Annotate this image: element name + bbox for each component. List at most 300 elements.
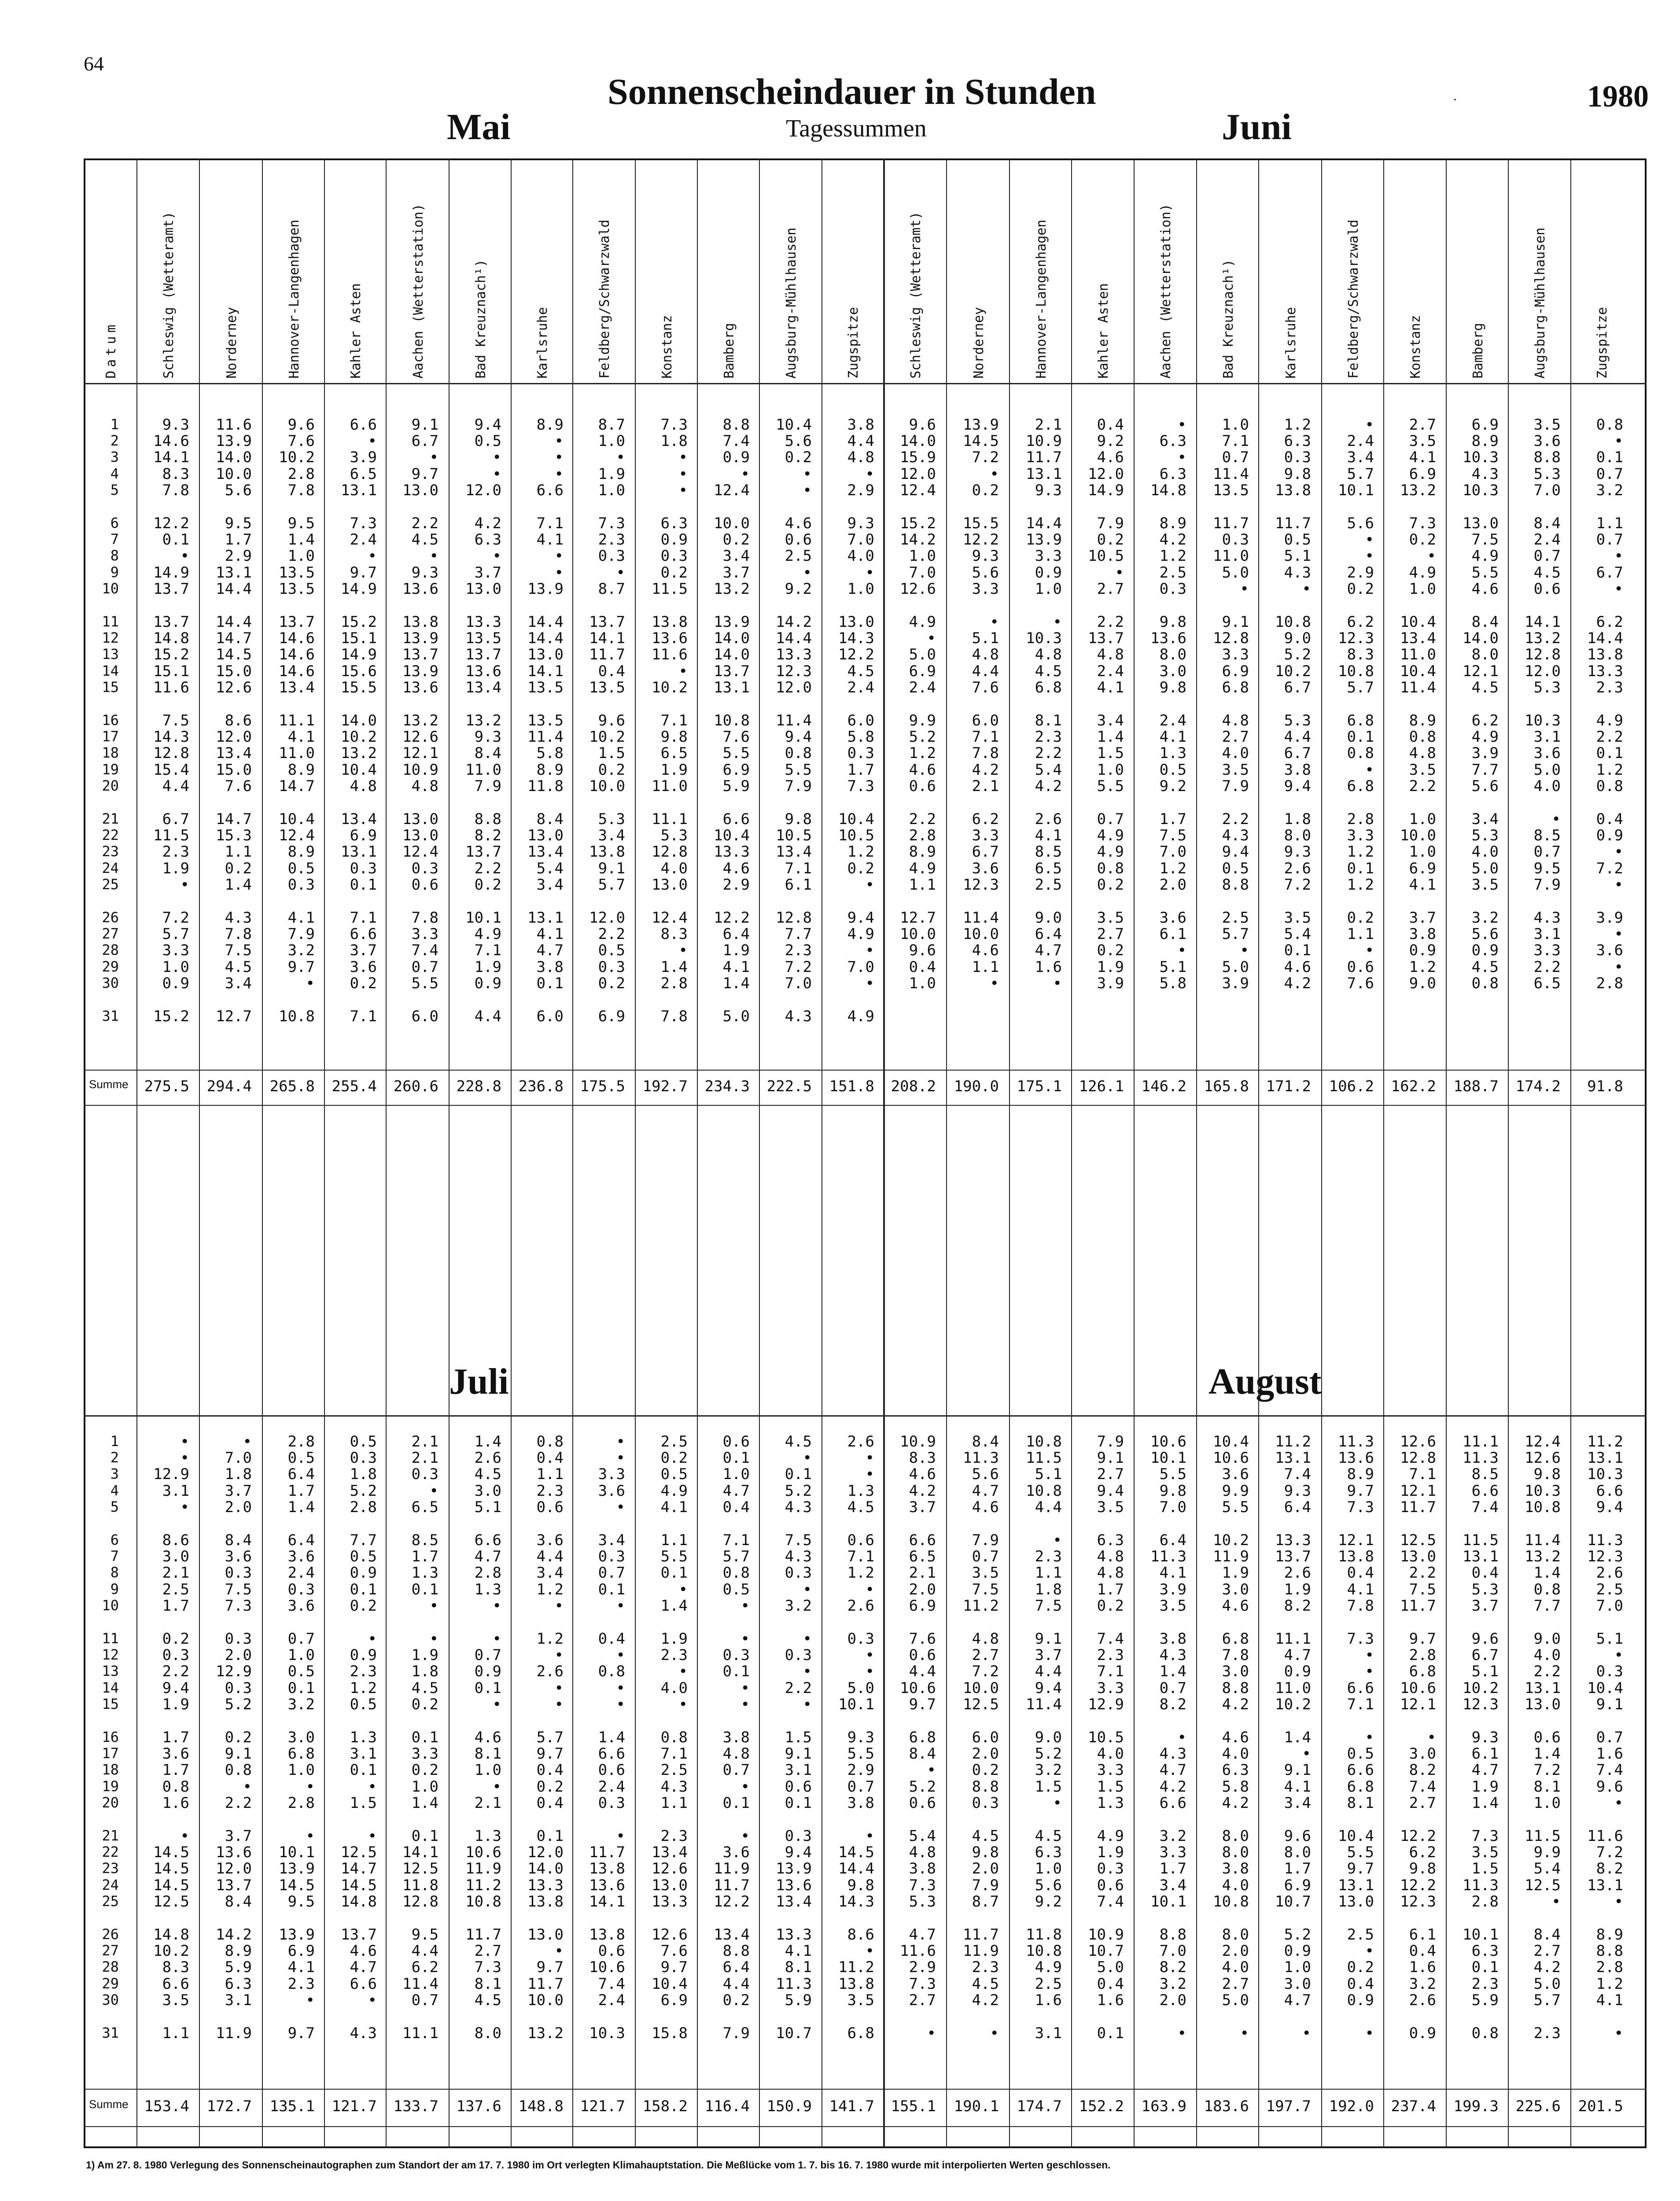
table-cell: 9.1 <box>411 416 438 434</box>
table-cell: 14.0 <box>216 449 252 467</box>
table-cell: 3.5 <box>1409 761 1436 779</box>
table-cell: 1.7 <box>162 1729 189 1746</box>
table-cell: 0.8 <box>536 1433 564 1450</box>
summe-cell: 126.1 <box>1079 1078 1124 1095</box>
day-label: 25 <box>102 1892 119 1910</box>
table-cell: 7.7 <box>1533 1597 1561 1615</box>
table-cell: 8.4 <box>225 1892 252 1910</box>
table-cell: 14.4 <box>216 580 252 598</box>
table-cell: 7.8 <box>972 744 999 762</box>
table-cell: 6.8 <box>1409 1663 1436 1681</box>
table-cell: 12.7 <box>900 909 936 927</box>
table-cell: 0.6 <box>909 1646 936 1664</box>
table-cell: 3.4 <box>1471 810 1499 828</box>
table-cell: 10.2 <box>1275 662 1311 680</box>
summe-divider-bottom <box>84 2126 1647 2127</box>
table-cell: 1.3 <box>1159 744 1186 762</box>
station-header <box>946 167 1009 379</box>
table-cell: 3.4 <box>536 1564 564 1582</box>
table-cell: 4.1 <box>1347 1580 1374 1598</box>
table-cell: 0.4 <box>598 662 625 680</box>
table-cell: 4.1 <box>287 909 315 927</box>
table-cell: 2.5 <box>1222 909 1249 927</box>
table-cell: 6.6 <box>536 481 564 499</box>
table-cell: 4.1 <box>1284 1778 1311 1796</box>
table-cell: 6.2 <box>1409 1844 1436 1862</box>
table-cell: 7.5 <box>1471 531 1499 549</box>
table-cell: 3.1 <box>1533 728 1561 746</box>
table-column-divider <box>1258 158 1259 2148</box>
table-cell: 0.9 <box>162 974 189 992</box>
table-cell: 2.8 <box>287 1794 315 1812</box>
column-header-label: Bad Kreuznach¹) <box>1220 259 1236 379</box>
table-cell: 4.6 <box>1471 580 1499 598</box>
table-cell: 8.7 <box>598 580 625 598</box>
table-cell: 7.4 <box>598 1975 625 1993</box>
table-cell: • <box>741 1827 750 1845</box>
table-cell: 7.3 <box>225 1597 252 1615</box>
table-cell: 1.0 <box>162 958 189 976</box>
table-cell: 8.2 <box>474 827 501 845</box>
table-cell: 5.0 <box>1533 761 1561 779</box>
table-cell: 5.3 <box>1284 712 1311 729</box>
table-cell: 1.2 <box>1284 416 1311 434</box>
table-cell: 2.5 <box>1035 876 1062 894</box>
table-cell: 12.4 <box>900 481 936 499</box>
day-label: 30 <box>102 974 119 991</box>
table-cell: 0.3 <box>162 1646 189 1664</box>
table-cell: 7.2 <box>1596 1844 1623 1862</box>
table-cell: • <box>180 1449 189 1467</box>
table-cell: 5.2 <box>225 1695 252 1713</box>
table-cell: 7.0 <box>1159 843 1186 861</box>
table-cell: • <box>616 1597 625 1615</box>
table-cell: 12.8 <box>1400 1449 1436 1467</box>
table-cell: 13.2 <box>714 580 750 598</box>
table-cell: 10.4 <box>1400 662 1436 680</box>
table-cell: 4.0 <box>1533 1646 1561 1664</box>
table-cell: 3.5 <box>162 1991 189 2009</box>
table-cell: • <box>554 547 564 565</box>
table-cell: 7.9 <box>1222 777 1249 795</box>
table-cell: 4.7 <box>972 1482 999 1500</box>
table-cell: 5.0 <box>1471 859 1499 877</box>
table-cell: 7.1 <box>1347 1695 1374 1713</box>
table-cell: 1.3 <box>847 1482 874 1500</box>
table-cell: • <box>306 1827 315 1845</box>
table-cell: 7.5 <box>972 1580 999 1598</box>
table-cell: 4.4 <box>722 1975 750 1993</box>
table-cell: 0.9 <box>350 1646 377 1664</box>
table-cell: 3.5 <box>1409 432 1436 450</box>
table-cell: 10.3 <box>1587 1465 1623 1483</box>
table-cell: 2.3 <box>1596 678 1623 696</box>
table-cell: 6.4 <box>287 1465 315 1483</box>
table-cell: 1.0 <box>1035 580 1062 598</box>
table-cell: 11.8 <box>1026 1926 1062 1943</box>
table-cell: 2.2 <box>1035 744 1062 762</box>
table-cell: 7.1 <box>1097 1663 1124 1681</box>
table-cell: 14.3 <box>838 1892 874 1910</box>
table-cell: 13.8 <box>527 1892 564 1910</box>
table-cell: 10.6 <box>465 1844 501 1862</box>
table-cell: • <box>1365 531 1374 549</box>
table-cell: • <box>678 942 688 960</box>
table-cell: 14.5 <box>153 1876 189 1894</box>
table-cell: 5.1 <box>474 1498 501 1516</box>
station-header <box>1321 167 1383 379</box>
table-cell: 2.8 <box>660 974 688 992</box>
table-cell: 0.3 <box>972 1794 999 1812</box>
table-cell: 14.1 <box>153 449 189 467</box>
table-cell: 13.0 <box>838 613 874 631</box>
table-cell: • <box>616 1695 625 1713</box>
table-cell: 12.0 <box>527 1844 564 1862</box>
column-header-label: Zugspitze <box>846 307 861 379</box>
table-cell: 12.6 <box>1525 1449 1561 1467</box>
table-cell: • <box>865 1580 874 1598</box>
table-cell: 8.5 <box>1035 843 1062 861</box>
table-cell: 2.4 <box>909 678 936 696</box>
table-cell: 2.6 <box>1284 1564 1311 1582</box>
table-cell: 5.2 <box>785 1482 812 1500</box>
station-header <box>1446 167 1508 379</box>
table-cell: • <box>306 974 315 992</box>
table-cell: 2.2 <box>225 1794 252 1812</box>
table-cell: 1.0 <box>598 481 625 499</box>
table-cell: 2.9 <box>225 547 252 565</box>
table-cell: 14.8 <box>153 629 189 648</box>
table-column-divider <box>1383 158 1384 2148</box>
station-header <box>511 167 572 379</box>
day-label: 6 <box>110 1531 119 1548</box>
column-header-label: Hannover-Langenhagen <box>286 219 302 379</box>
table-cell: 3.3 <box>1035 547 1062 565</box>
table-cell: 2.8 <box>474 1564 501 1582</box>
table-column-divider <box>1134 158 1135 2148</box>
table-cell: 0.8 <box>1097 859 1124 877</box>
table-cell: 9.8 <box>1159 678 1186 696</box>
table-cell: 0.1 <box>536 1827 564 1845</box>
table-cell: 8.7 <box>972 1892 999 1910</box>
table-cell: 9.7 <box>536 1958 564 1976</box>
table-cell: 10.2 <box>1275 1695 1311 1713</box>
table-cell: 3.9 <box>350 449 377 467</box>
table-cell: 0.1 <box>1347 859 1374 877</box>
day-label: 12 <box>102 629 119 647</box>
table-cell: 10.9 <box>900 1433 936 1450</box>
table-cell: 12.6 <box>1400 1433 1436 1450</box>
table-cell: 2.8 <box>287 1433 315 1450</box>
table-cell: 1.9 <box>1284 1580 1311 1598</box>
table-cell: 7.1 <box>536 515 564 532</box>
table-cell: 8.9 <box>1596 1926 1623 1943</box>
day-label: 20 <box>102 1794 119 1811</box>
table-cell: • <box>1053 974 1062 992</box>
table-cell: 11.6 <box>652 646 688 664</box>
station-header <box>572 167 635 379</box>
table-cell: 12.9 <box>153 1465 189 1483</box>
table-cell: 6.9 <box>909 662 936 680</box>
table-cell: 4.3 <box>1471 465 1499 483</box>
table-cell: 5.3 <box>1471 1580 1499 1598</box>
table-cell: 1.4 <box>598 1729 625 1746</box>
table-cell: 13.5 <box>527 712 564 729</box>
table-cell: 13.0 <box>527 1926 564 1943</box>
table-cell: 0.2 <box>722 1991 750 2009</box>
day-label: 2 <box>110 432 119 449</box>
table-cell: 14.2 <box>776 613 812 631</box>
table-cell: 0.5 <box>660 1465 688 1483</box>
table-cell: 6.6 <box>162 1975 189 1993</box>
table-cell: 1.4 <box>474 1433 501 1450</box>
table-cell: 2.0 <box>972 1745 999 1763</box>
table-cell: 4.4 <box>847 432 874 450</box>
table-cell: 4.6 <box>785 515 812 532</box>
summe-label: Summe <box>89 1078 129 1091</box>
table-cell: 6.0 <box>847 712 874 729</box>
table-cell: 12.2 <box>153 515 189 532</box>
table-cell: 2.2 <box>474 859 501 877</box>
table-cell: 3.8 <box>847 1794 874 1812</box>
table-cell: 13.0 <box>1400 1548 1436 1566</box>
table-cell: 2.5 <box>1596 1580 1623 1598</box>
table-cell: 4.7 <box>722 1482 750 1500</box>
table-cell: 1.0 <box>411 1778 438 1796</box>
table-cell: 7.0 <box>1533 481 1561 499</box>
day-label: 11 <box>102 613 119 630</box>
table-cell: 2.8 <box>1596 974 1623 992</box>
table-cell: 4.3 <box>1284 563 1311 582</box>
table-cell: 0.3 <box>411 859 438 877</box>
table-cell: • <box>554 1597 564 1615</box>
table-cell: 2.4 <box>598 1778 625 1796</box>
table-cell: 3.5 <box>1284 909 1311 927</box>
table-cell: 3.5 <box>1159 1597 1186 1615</box>
summe-cell: 234.3 <box>704 1078 750 1095</box>
table-cell: 1.0 <box>909 974 936 992</box>
table-cell: • <box>865 1663 874 1681</box>
day-label: 24 <box>102 1876 119 1893</box>
table-cell: 2.0 <box>225 1646 252 1664</box>
table-cell: 4.1 <box>1097 678 1124 696</box>
table-cell: • <box>1302 580 1311 598</box>
table-cell: 1.0 <box>1222 416 1249 434</box>
table-cell: 6.9 <box>1222 662 1249 680</box>
table-cell: 13.9 <box>402 629 438 648</box>
table-cell: 4.7 <box>1471 1761 1499 1779</box>
table-cell: 1.7 <box>1159 1860 1186 1878</box>
table-cell: 5.6 <box>1035 1876 1062 1894</box>
table-cell: 9.4 <box>1222 843 1249 861</box>
table-cell: 1.9 <box>660 761 688 779</box>
table-cell: • <box>180 1827 189 1845</box>
table-cell: 3.6 <box>225 1548 252 1566</box>
table-cell: 4.8 <box>1035 646 1062 664</box>
table-cell: 13.6 <box>402 678 438 696</box>
table-cell: 8.4 <box>1533 1926 1561 1943</box>
table-cell: 9.8 <box>847 1876 874 1894</box>
table-cell: 7.6 <box>1347 974 1374 992</box>
table-cell: 11.9 <box>714 1860 750 1878</box>
table-cell: 3.6 <box>287 1548 315 1566</box>
table-cell: 1.2 <box>909 744 936 762</box>
table-cell: 1.2 <box>1347 876 1374 894</box>
table-cell: 13.8 <box>1275 481 1311 499</box>
summe-cell: 174.2 <box>1515 1078 1561 1095</box>
table-cell: 3.6 <box>1159 909 1186 927</box>
table-cell: 12.1 <box>1400 1695 1436 1713</box>
table-cell: 14.5 <box>341 1876 377 1894</box>
table-cell: 12.2 <box>714 909 750 927</box>
table-cell: • <box>180 1498 189 1516</box>
table-cell: 0.5 <box>722 1580 750 1598</box>
table-cell: 8.2 <box>1409 1761 1436 1779</box>
table-cell: 13.2 <box>1525 1548 1561 1566</box>
month-heading-juni: Juni <box>1222 107 1292 147</box>
table-cell: 1.0 <box>1409 843 1436 861</box>
day-label: 30 <box>102 1991 119 2008</box>
day-label: 18 <box>102 1761 119 1778</box>
table-cell: 12.4 <box>402 843 438 861</box>
table-cell: • <box>1240 580 1249 598</box>
table-cell: 13.4 <box>1400 629 1436 648</box>
table-cell: 0.4 <box>722 1498 750 1516</box>
table-column-divider <box>511 158 512 2148</box>
table-cell: 1.8 <box>350 1465 377 1483</box>
table-cell: 6.3 <box>1471 1942 1499 1960</box>
table-cell: 0.7 <box>474 1646 501 1664</box>
table-cell: 5.6 <box>972 1465 999 1483</box>
table-cell: 10.2 <box>341 728 377 746</box>
table-cell: 13.7 <box>279 613 315 631</box>
summe-cell: 121.7 <box>580 2098 625 2115</box>
table-cell: • <box>1365 1942 1374 1960</box>
table-cell: 10.3 <box>1463 481 1499 499</box>
table-cell: 5.0 <box>909 646 936 664</box>
table-cell: 13.5 <box>279 563 315 582</box>
table-cell: 8.1 <box>1035 712 1062 729</box>
table-cell: 4.1 <box>1035 827 1062 845</box>
table-cell: 5.0 <box>847 1679 874 1697</box>
table-cell: 15.1 <box>153 662 189 680</box>
table-cell: 14.7 <box>341 1860 377 1878</box>
stray-dot-mark: · <box>1453 92 1457 107</box>
table-cell: 0.1 <box>411 1580 438 1598</box>
table-cell: 7.8 <box>660 1008 688 1025</box>
table-cell: 0.1 <box>598 1580 625 1598</box>
table-column-divider <box>324 158 325 2148</box>
summe-cell: 183.6 <box>1204 2098 1249 2115</box>
table-cell: 0.9 <box>1596 827 1623 845</box>
table-cell: 5.4 <box>1035 761 1062 779</box>
table-cell: 6.8 <box>1347 712 1374 729</box>
table-cell: 13.4 <box>652 1844 688 1862</box>
table-cell: 10.0 <box>714 515 750 532</box>
table-cell: 0.9 <box>1284 1942 1311 1960</box>
table-cell: 1.5 <box>350 1794 377 1812</box>
table-cell: 4.2 <box>1159 1778 1186 1796</box>
table-cell: 3.6 <box>1222 1465 1249 1483</box>
table-cell: 3.3 <box>1347 827 1374 845</box>
table-cell: • <box>1365 1646 1374 1664</box>
table-cell: 4.7 <box>350 1958 377 1976</box>
table-cell: 2.3 <box>1035 1548 1062 1566</box>
day-label: 3 <box>110 449 119 466</box>
table-cell: • <box>990 2024 999 2042</box>
table-cell: 3.5 <box>1097 909 1124 927</box>
column-header-label: Kahler Asten <box>1096 283 1111 379</box>
station-header <box>136 167 199 379</box>
table-cell: 0.2 <box>350 1597 377 1615</box>
table-cell: 9.6 <box>909 942 936 960</box>
table-cell: 1.1 <box>536 1465 564 1483</box>
table-cell: 12.3 <box>776 662 812 680</box>
table-cell: 13.0 <box>402 481 438 499</box>
table-cell: 8.8 <box>972 1778 999 1796</box>
table-cell: 6.6 <box>909 1531 936 1549</box>
table-cell: 2.9 <box>909 1958 936 1976</box>
table-cell: 7.8 <box>1222 1646 1249 1664</box>
table-cell: 13.7 <box>153 580 189 598</box>
column-header-label: Augsburg-Mühlhausen <box>784 227 799 379</box>
table-cell: 13.1 <box>216 563 252 582</box>
table-cell: 11.3 <box>1463 1449 1499 1467</box>
table-cell: 0.3 <box>225 1630 252 1648</box>
month-heading-august: August <box>1208 1361 1322 1402</box>
table-cell: 11.3 <box>776 1975 812 1993</box>
table-cell: 3.8 <box>1222 1860 1249 1878</box>
table-cell: 12.5 <box>402 1860 438 1878</box>
table-column-divider <box>572 158 573 2148</box>
table-cell: 12.6 <box>652 1860 688 1878</box>
table-cell: 0.3 <box>598 958 625 976</box>
table-cell: 9.1 <box>1596 1695 1623 1713</box>
table-cell: 0.7 <box>1596 465 1623 483</box>
table-cell: • <box>368 432 377 450</box>
table-cell: 1.1 <box>909 876 936 894</box>
table-cell: 0.3 <box>1159 580 1186 598</box>
table-cell: 2.4 <box>1533 531 1561 549</box>
table-cell: 3.0 <box>1409 1745 1436 1763</box>
table-cell: 9.9 <box>909 712 936 729</box>
table-cell: 11.2 <box>1587 1433 1623 1450</box>
table-cell: 6.8 <box>287 1745 315 1763</box>
table-cell: 12.1 <box>1400 1482 1436 1500</box>
table-cell: 3.2 <box>1159 1827 1186 1845</box>
table-cell: 5.2 <box>909 728 936 746</box>
table-cell: 4.6 <box>1284 958 1311 976</box>
table-cell: 5.1 <box>1159 958 1186 976</box>
table-cell: • <box>1614 580 1623 598</box>
table-cell: 5.9 <box>225 1958 252 1976</box>
table-cell: 6.5 <box>909 1548 936 1566</box>
table-cell: 10.4 <box>1400 613 1436 631</box>
table-cell: 9.8 <box>1284 465 1311 483</box>
table-cell: 4.2 <box>1533 1958 1561 1976</box>
table-cell: 4.6 <box>1222 1597 1249 1615</box>
table-cell: 8.0 <box>1284 1844 1311 1862</box>
table-cell: 6.8 <box>847 2024 874 2042</box>
station-header <box>1134 167 1196 379</box>
table-cell: 3.0 <box>1222 1663 1249 1681</box>
table-cell: 8.8 <box>1159 1926 1186 1943</box>
table-cell: • <box>492 1695 501 1713</box>
table-cell: 3.5 <box>972 1564 999 1582</box>
table-cell: 8.9 <box>225 1942 252 1960</box>
table-cell: 14.4 <box>776 629 812 648</box>
table-column-divider <box>635 158 636 2148</box>
